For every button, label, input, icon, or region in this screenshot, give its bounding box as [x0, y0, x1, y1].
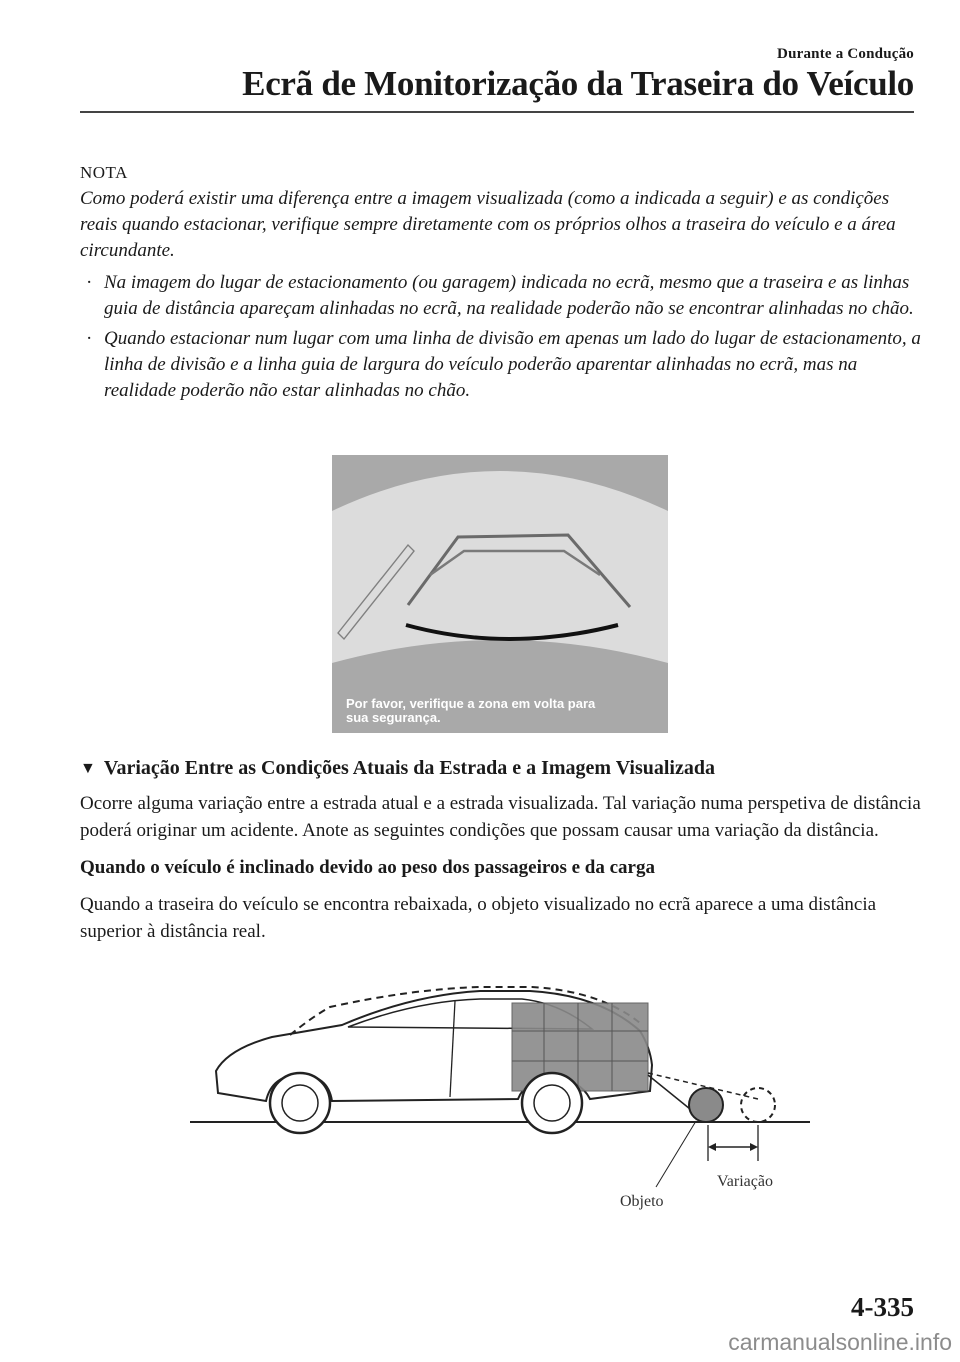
section-heading — [80, 755, 922, 782]
page-title: Ecrã de Monitorização da Traseira do Veículo — [242, 64, 914, 103]
object-leader-line — [656, 1121, 696, 1187]
variation-section — [80, 755, 922, 955]
screen-caption-line-1: Por favor, verifique a zona em volta para — [346, 696, 596, 711]
note-bullet-item — [80, 270, 922, 322]
note-block — [80, 160, 922, 408]
subheading-paragraph: Quando a traseira do veículo se encontra rebaixada, o objeto visualizado no ecrã aparece a uma distância superior à distância real. — [80, 894, 877, 942]
arrow-head-right — [750, 1143, 758, 1151]
bullet-glyph: · — [86, 328, 93, 349]
arrow-head-left — [708, 1143, 716, 1151]
note-bullet-item — [80, 326, 922, 404]
rear-camera-screen-illustration — [332, 455, 668, 733]
front-wheel — [270, 1073, 330, 1133]
camera-view-area — [332, 471, 668, 663]
header-divider — [80, 111, 914, 113]
object-label: Objeto — [620, 1193, 664, 1210]
rear-wheel — [522, 1073, 582, 1133]
note-bullet-text: Quando estacionar num lugar com uma linha de divisão em apenas um lado do lugar de estacionamento, a linha de divisão e a linha guia de largura do veículo poderão aparentar alinhadas no ecrã, mas na realidade poderão não estar alinhadas no chão. — [104, 328, 921, 401]
car-tilt-illustration — [180, 985, 820, 1220]
rear-camera-view-svg — [332, 455, 668, 733]
camera-sight-line-real — [648, 1075, 690, 1109]
variation-label: Variação — [717, 1173, 773, 1190]
triangle-marker-icon: ▼ — [80, 760, 96, 777]
section-kicker: Durante a Condução — [777, 46, 914, 62]
note-bullet-text: Na imagem do lugar de estacionamento (ou garagem) indicada no ecrã, mesmo que a traseira e as linhas guia de distância apareçam alinhadas no ecrã, na realidade poderão não se encontrar alinhadas no chão. — [104, 272, 914, 319]
car-tilt-svg — [180, 985, 820, 1220]
site-watermark[interactable]: carmanualsonline.info — [728, 1329, 952, 1355]
displayed-object — [741, 1088, 775, 1122]
note-heading: NOTA — [80, 163, 128, 182]
section-title-text: Variação Entre as Condições Atuais da Estrada e a Imagem Visualizada — [103, 757, 715, 779]
rear-load-area — [512, 1003, 648, 1091]
page-number: 4-335 — [851, 1292, 914, 1322]
bullet-glyph: · — [86, 272, 93, 293]
section-paragraph: Ocorre alguma variação entre a estrada atual e a estrada visualizada. Tal variação numa perspetiva de distância poderá originar um acidente. Anote as seguintes condições que possam causar uma variação da distância. — [80, 793, 921, 841]
subheading: Quando o veículo é inclinado devido ao peso dos passageiros e da carga — [80, 857, 655, 878]
screen-caption-line-2: sua segurança. — [346, 710, 441, 725]
note-bullet-list — [80, 270, 922, 404]
real-object — [689, 1088, 723, 1122]
note-intro: Como poderá existir uma diferença entre a imagem visualizada (como a indicada a seguir) e as condições reais quando estacionar, verifique sempre diretamente com os próprios olhos a traseira do veículo e a área circundante. — [80, 188, 896, 261]
